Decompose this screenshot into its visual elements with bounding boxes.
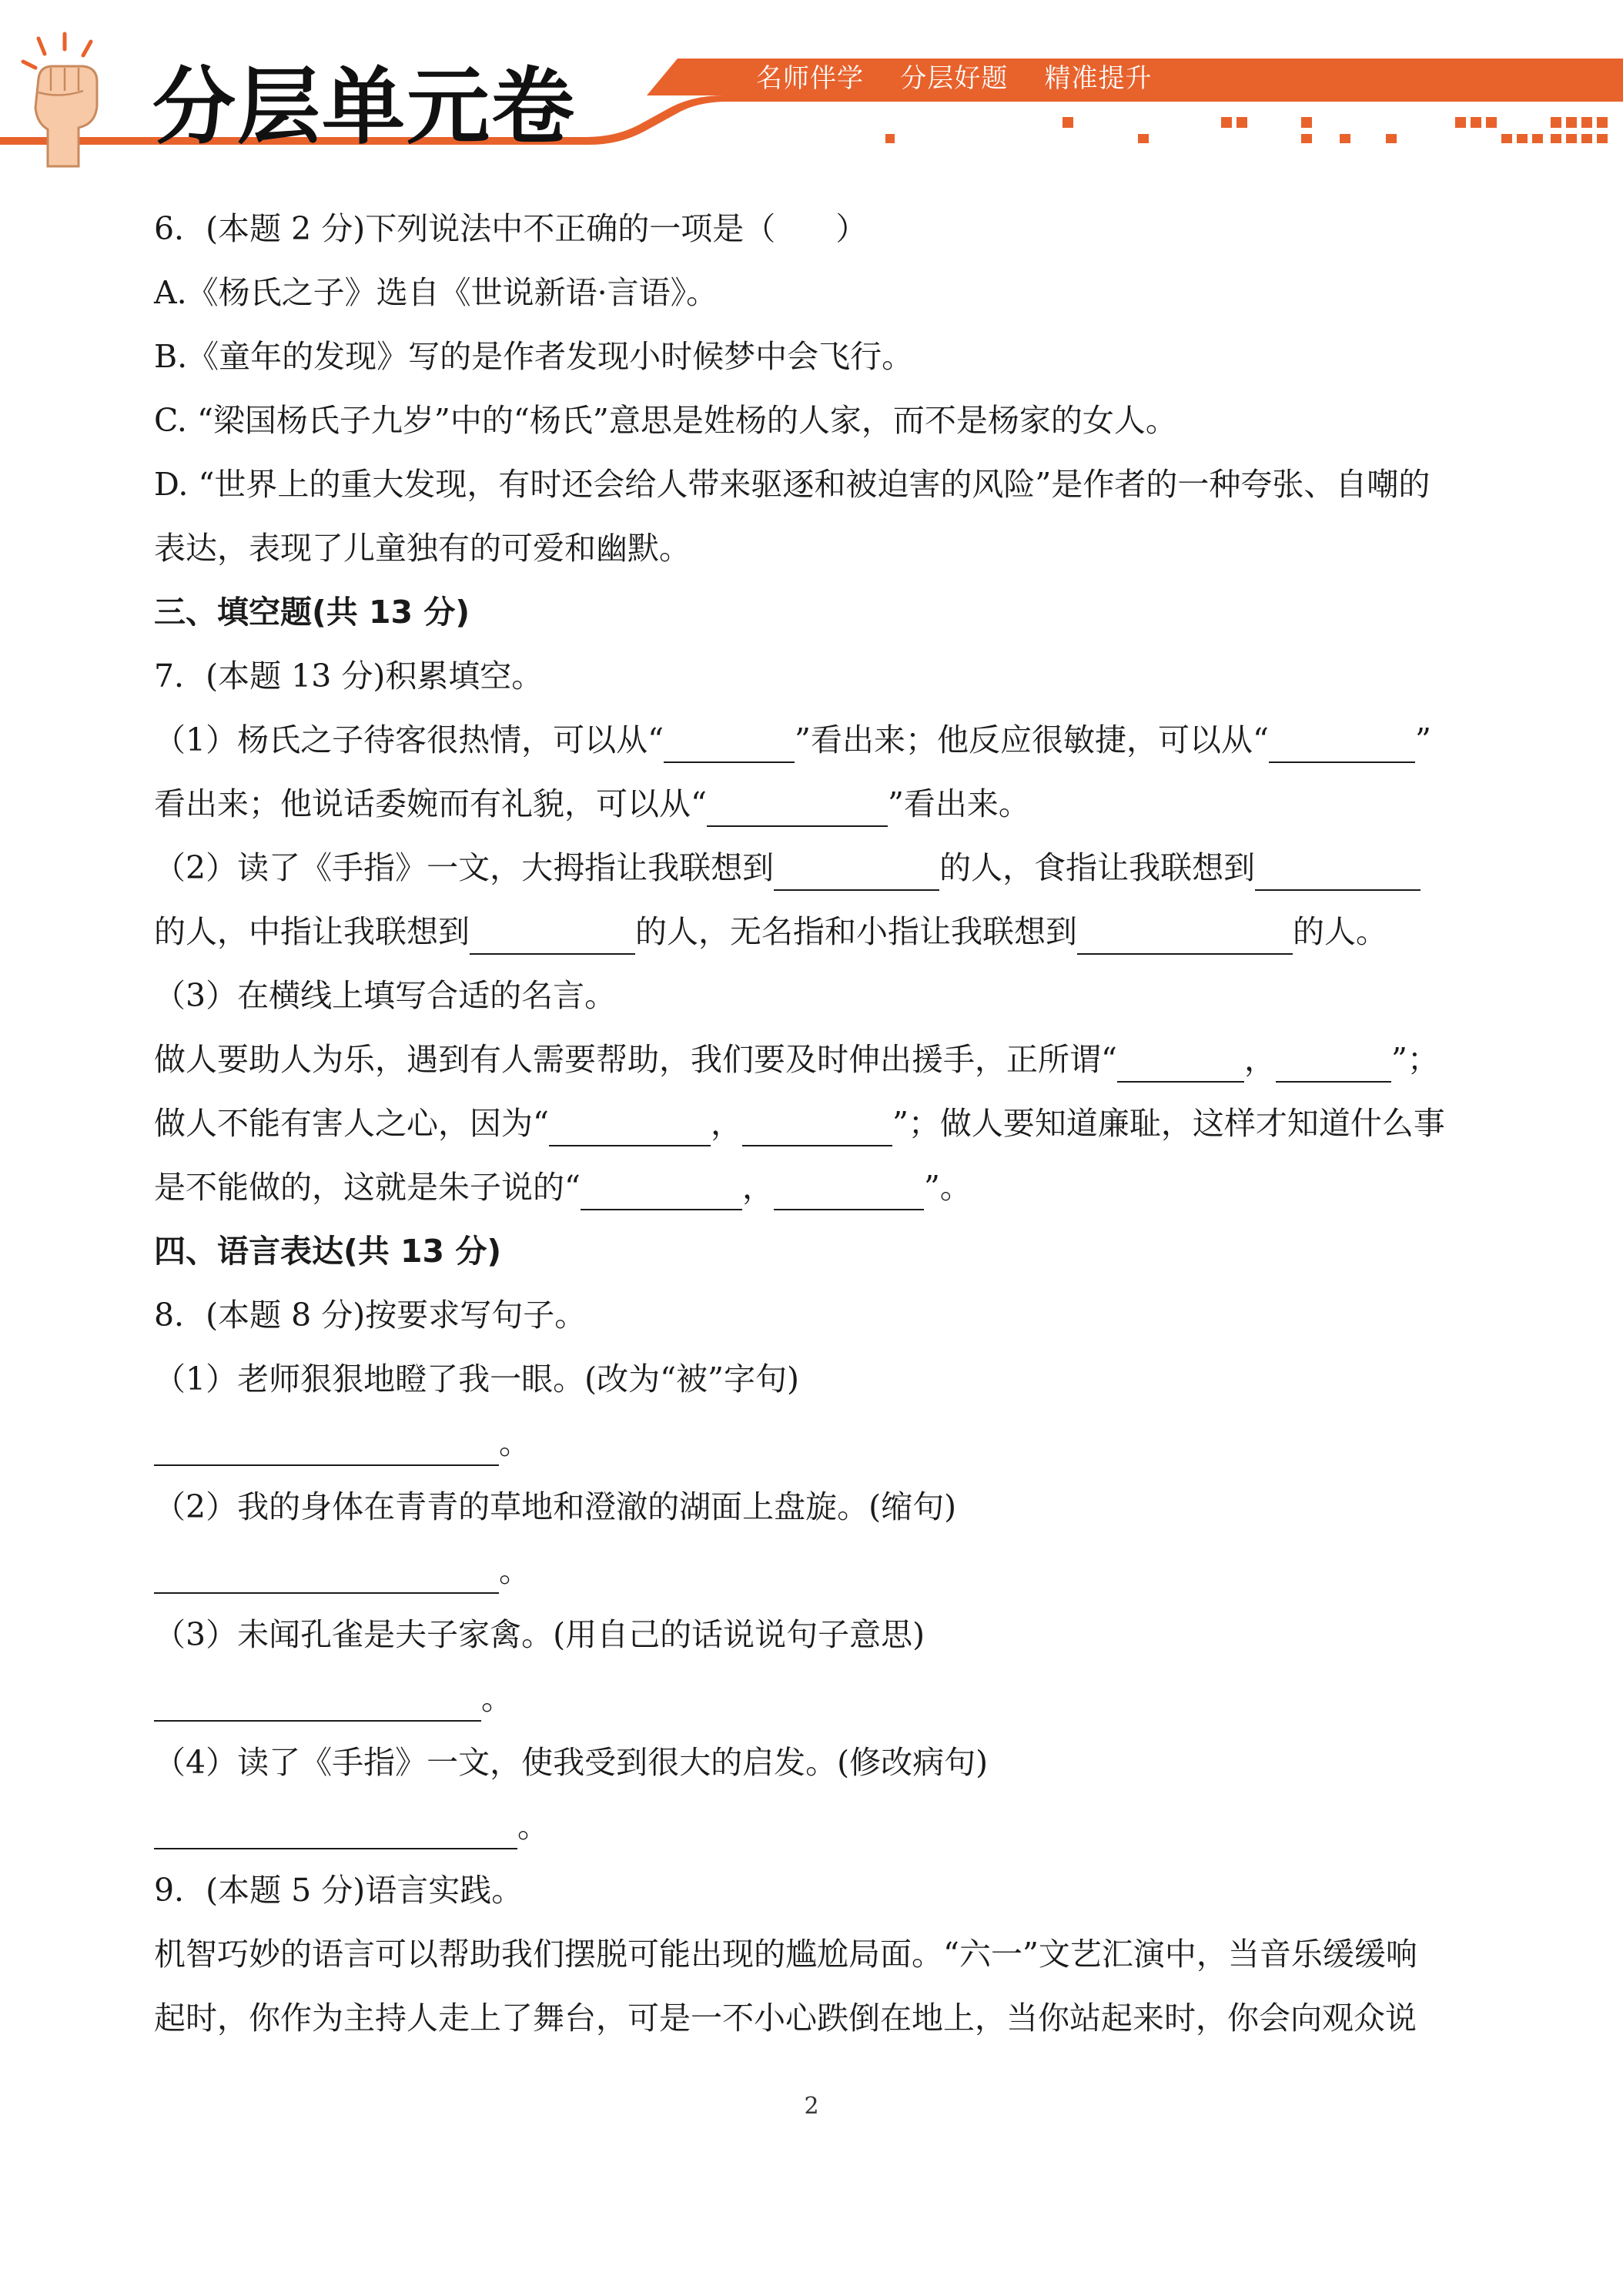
q9-text-line1: 机智巧妙的语言可以帮助我们摆脱可能出现的尴尬局面。“六一”文艺汇演中，当音乐缓缓响 — [154, 1936, 1417, 1973]
answer-blank[interactable] — [664, 728, 795, 763]
answer-blank[interactable] — [549, 1111, 711, 1146]
q7-part3-heading: （3）在横线上填写合适的名言。 — [154, 977, 617, 1014]
fist-icon — [17, 31, 109, 169]
q7-part2-line2: 的人，中指让我联想到 的人，无名指和小指让我联想到 的人。 — [154, 909, 1387, 955]
q7-part1-line1: （1）杨氏之子待客很热情，可以从“ ”看出来；他反应很敏捷，可以从“ ” — [154, 717, 1431, 763]
q8-sentence-2: （2）我的身体在青青的草地和澄澈的湖面上盘旋。(缩句) — [154, 1488, 957, 1525]
answer-blank[interactable] — [742, 1111, 892, 1146]
answer-blank[interactable] — [581, 1175, 742, 1210]
brand-title: 分层单元卷 — [152, 59, 577, 156]
q9-text-line2: 起时，你作为主持人走上了舞台，可是一不小心跌倒在地上，当你站起来时，你会向观众说 — [154, 2000, 1417, 2037]
answer-blank[interactable] — [774, 1175, 924, 1210]
answer-blank[interactable] — [707, 792, 888, 827]
q6-option-d-line1: D. “世界上的重大发现，有时还会给人带来驱逐和被迫害的风险”是作者的一种夸张、自嘲的 — [154, 466, 1431, 503]
q8-answer-4: 。 — [154, 1803, 549, 1849]
q8-sentence-3: （3）未闻孔雀是夫子家禽。(用自己的话说说句子意思) — [154, 1616, 925, 1653]
answer-blank[interactable] — [154, 1686, 481, 1722]
page-number: 2 — [804, 2093, 819, 2120]
answer-blank[interactable] — [1255, 855, 1421, 891]
q6-option-d-line2: 表达，表现了儿童独有的可爱和幽默。 — [154, 530, 691, 567]
q7-part1-line2: 看出来；他说话委婉而有礼貌，可以从“ ”看出来。 — [154, 781, 1030, 827]
q6-option-c: C. “梁国杨氏子九岁”中的“杨氏”意思是姓杨的人家，而不是杨家的女人。 — [154, 402, 1177, 439]
q8-answer-2: 。 — [154, 1548, 530, 1594]
q7-part2-line1: （2）读了《手指》一文，大拇指让我联想到 的人，食指让我联想到 — [154, 845, 1421, 891]
q7-part3-line1: 做人要助人为乐，遇到有人需要帮助，我们要及时伸出援手，正所谓“ ， ”； — [154, 1036, 1439, 1083]
q8-answer-3: 。 — [154, 1675, 513, 1722]
answer-blank[interactable] — [1269, 728, 1415, 763]
answer-blank[interactable] — [470, 919, 635, 955]
q7-part3-line3: 是不能做的，这就是朱子说的“ ， ”。 — [154, 1164, 972, 1210]
page-header — [0, 0, 1623, 166]
q7-part3-line2: 做人不能有害人之心，因为“ ， ”；做人要知道廉耻，这样才知道什么事 — [154, 1100, 1445, 1146]
answer-blank[interactable] — [1276, 1047, 1391, 1083]
q8-sentence-4: （4）读了《手指》一文，使我受到很大的启发。(修改病句) — [154, 1744, 989, 1781]
section-3-heading: 三、填空题(共 13 分) — [154, 594, 470, 631]
q9-stem: 9．(本题 5 分)语言实践。 — [154, 1872, 524, 1909]
q6-stem: 6．(本题 2 分)下列说法中不正确的一项是（ ） — [154, 210, 868, 247]
header-slogan: 名师伴学 分层好题 精准提升 — [756, 63, 1153, 94]
answer-blank[interactable] — [154, 1558, 499, 1594]
q7-stem: 7．(本题 13 分)积累填空。 — [154, 658, 544, 694]
section-4-heading: 四、语言表达(共 13 分) — [154, 1233, 502, 1270]
q6-option-a: A.《杨氏之子》选自《世说新语·言语》。 — [154, 274, 718, 311]
answer-blank[interactable] — [1077, 919, 1293, 955]
q8-answer-1: 。 — [154, 1420, 530, 1466]
q8-sentence-1: （1）老师狠狠地瞪了我一眼。(改为“被”字句) — [154, 1361, 799, 1397]
answer-blank[interactable] — [1117, 1047, 1244, 1083]
answer-blank[interactable] — [154, 1431, 499, 1466]
answer-blank[interactable] — [774, 855, 939, 891]
q8-stem: 8．(本题 8 分)按要求写句子。 — [154, 1297, 587, 1334]
answer-blank[interactable] — [154, 1814, 517, 1849]
q6-option-b: B.《童年的发现》写的是作者发现小时候梦中会飞行。 — [154, 338, 914, 375]
